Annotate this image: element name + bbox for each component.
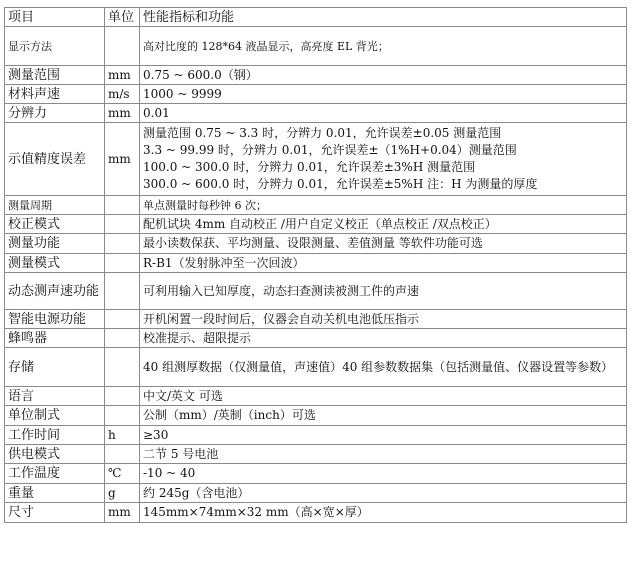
row-value: 可利用输入已知厚度，动态扫查测读被测工件的声速	[140, 273, 627, 310]
table-row	[5, 234, 627, 254]
row-unit: mm	[105, 104, 140, 123]
row-unit	[105, 348, 140, 387]
table-row	[5, 123, 627, 196]
row-name: 测量范围	[5, 66, 105, 85]
row-unit	[105, 406, 140, 426]
row-name: 单位制式	[5, 406, 105, 426]
row-value: R-B1（发射脉冲至一次回波）	[140, 254, 627, 273]
row-unit	[105, 254, 140, 273]
table-row	[5, 85, 627, 104]
row-name: 示值精度误差	[5, 123, 105, 196]
row-unit: ℃	[105, 464, 140, 484]
row-name: 工作时间	[5, 426, 105, 445]
row-value: 开机闲置一段时间后，仪器会自动关机电池低压指示	[140, 310, 627, 329]
table-row	[5, 503, 627, 523]
row-unit	[105, 27, 140, 66]
table-row	[5, 273, 627, 310]
row-unit	[105, 445, 140, 464]
header-item: 项目	[5, 8, 105, 27]
table-row	[5, 445, 627, 464]
table-row	[5, 464, 627, 484]
table-row	[5, 104, 627, 123]
value-line: 100.0 ~ 300.0 时，分辨力 0.01，允许误差±3%H 测量范围	[143, 160, 476, 174]
row-name: 重量	[5, 484, 105, 503]
header-spec: 性能指标和功能	[140, 8, 627, 27]
row-name: 语言	[5, 387, 105, 406]
table-row	[5, 66, 627, 85]
value-line: 测量范围 0.75 ~ 3.3 时，分辨力 0.01，允许误差±0.05 测量范围	[143, 126, 502, 140]
table-row	[5, 196, 627, 215]
table-row	[5, 484, 627, 503]
row-value: ≥30	[140, 426, 627, 445]
table-row	[5, 387, 627, 406]
row-value: 0.01	[140, 104, 627, 123]
table-row	[5, 348, 627, 387]
table-row	[5, 329, 627, 348]
row-name: 分辨力	[5, 104, 105, 123]
row-value: 二节 5 号电池	[140, 445, 627, 464]
table-row	[5, 426, 627, 445]
row-name: 动态测声速功能	[5, 273, 105, 310]
table-row	[5, 254, 627, 273]
value-line: 3.3 ~ 99.99 时，分辨力 0.01，允许误差±（1%H+0.04）测量范围	[143, 143, 517, 157]
table-row	[5, 215, 627, 234]
row-name: 存储	[5, 348, 105, 387]
row-unit: h	[105, 426, 140, 445]
row-unit	[105, 310, 140, 329]
table-row	[5, 310, 627, 329]
row-value: 0.75 ~ 600.0（钢）	[140, 66, 627, 85]
row-unit: g	[105, 484, 140, 503]
row-name: 校正模式	[5, 215, 105, 234]
row-unit	[105, 273, 140, 310]
row-name: 材料声速	[5, 85, 105, 104]
row-name: 工作温度	[5, 464, 105, 484]
row-unit	[105, 387, 140, 406]
row-name: 智能电源功能	[5, 310, 105, 329]
row-value: 1000 ~ 9999	[140, 85, 627, 104]
row-name: 测量周期	[5, 196, 105, 215]
row-name: 测量功能	[5, 234, 105, 254]
row-name: 显示方法	[5, 27, 105, 66]
row-unit	[105, 196, 140, 215]
row-value: 配机试块 4mm 自动校正 /用户自定义校正（单点校正 /双点校正）	[140, 215, 627, 234]
row-value	[140, 123, 627, 196]
row-value: 最小读数保获、平均测量、设限测量、差值测量 等软件功能可选	[140, 234, 627, 254]
table-row	[5, 406, 627, 426]
row-value: 约 245g（含电池）	[140, 484, 627, 503]
row-value: 40 组测厚数据（仅测量值，声速值）40 组参数数据集（包括测量值、仪器设置等参数）	[140, 348, 627, 387]
row-value: 中文/英文 可选	[140, 387, 627, 406]
table-header-row	[5, 8, 627, 27]
table-row	[5, 27, 627, 66]
row-value: 公制（mm）/英制（inch）可选	[140, 406, 627, 426]
spec-table	[4, 7, 627, 523]
row-unit: mm	[105, 66, 140, 85]
row-name: 测量模式	[5, 254, 105, 273]
row-unit: mm	[105, 123, 140, 196]
row-name: 蜂鸣器	[5, 329, 105, 348]
row-value: 145mm×74mm×32 mm（高×宽×厚）	[140, 503, 627, 523]
row-unit	[105, 234, 140, 254]
row-value: 高对比度的 128*64 液晶显示，高亮度 EL 背光；	[140, 27, 627, 66]
header-unit: 单位	[105, 8, 140, 27]
row-unit	[105, 329, 140, 348]
row-unit: m/s	[105, 85, 140, 104]
row-value: -10 ~ 40	[140, 464, 627, 484]
row-unit: mm	[105, 503, 140, 523]
row-value: 校准提示、超限提示	[140, 329, 627, 348]
value-line: 300.0 ~ 600.0 时，分辨力 0.01，允许误差±5%H 注：H 为测量的厚度	[143, 177, 538, 191]
row-value: 单点测量时每秒钟 6 次；	[140, 196, 627, 215]
row-unit	[105, 215, 140, 234]
row-name: 尺寸	[5, 503, 105, 523]
row-name: 供电模式	[5, 445, 105, 464]
